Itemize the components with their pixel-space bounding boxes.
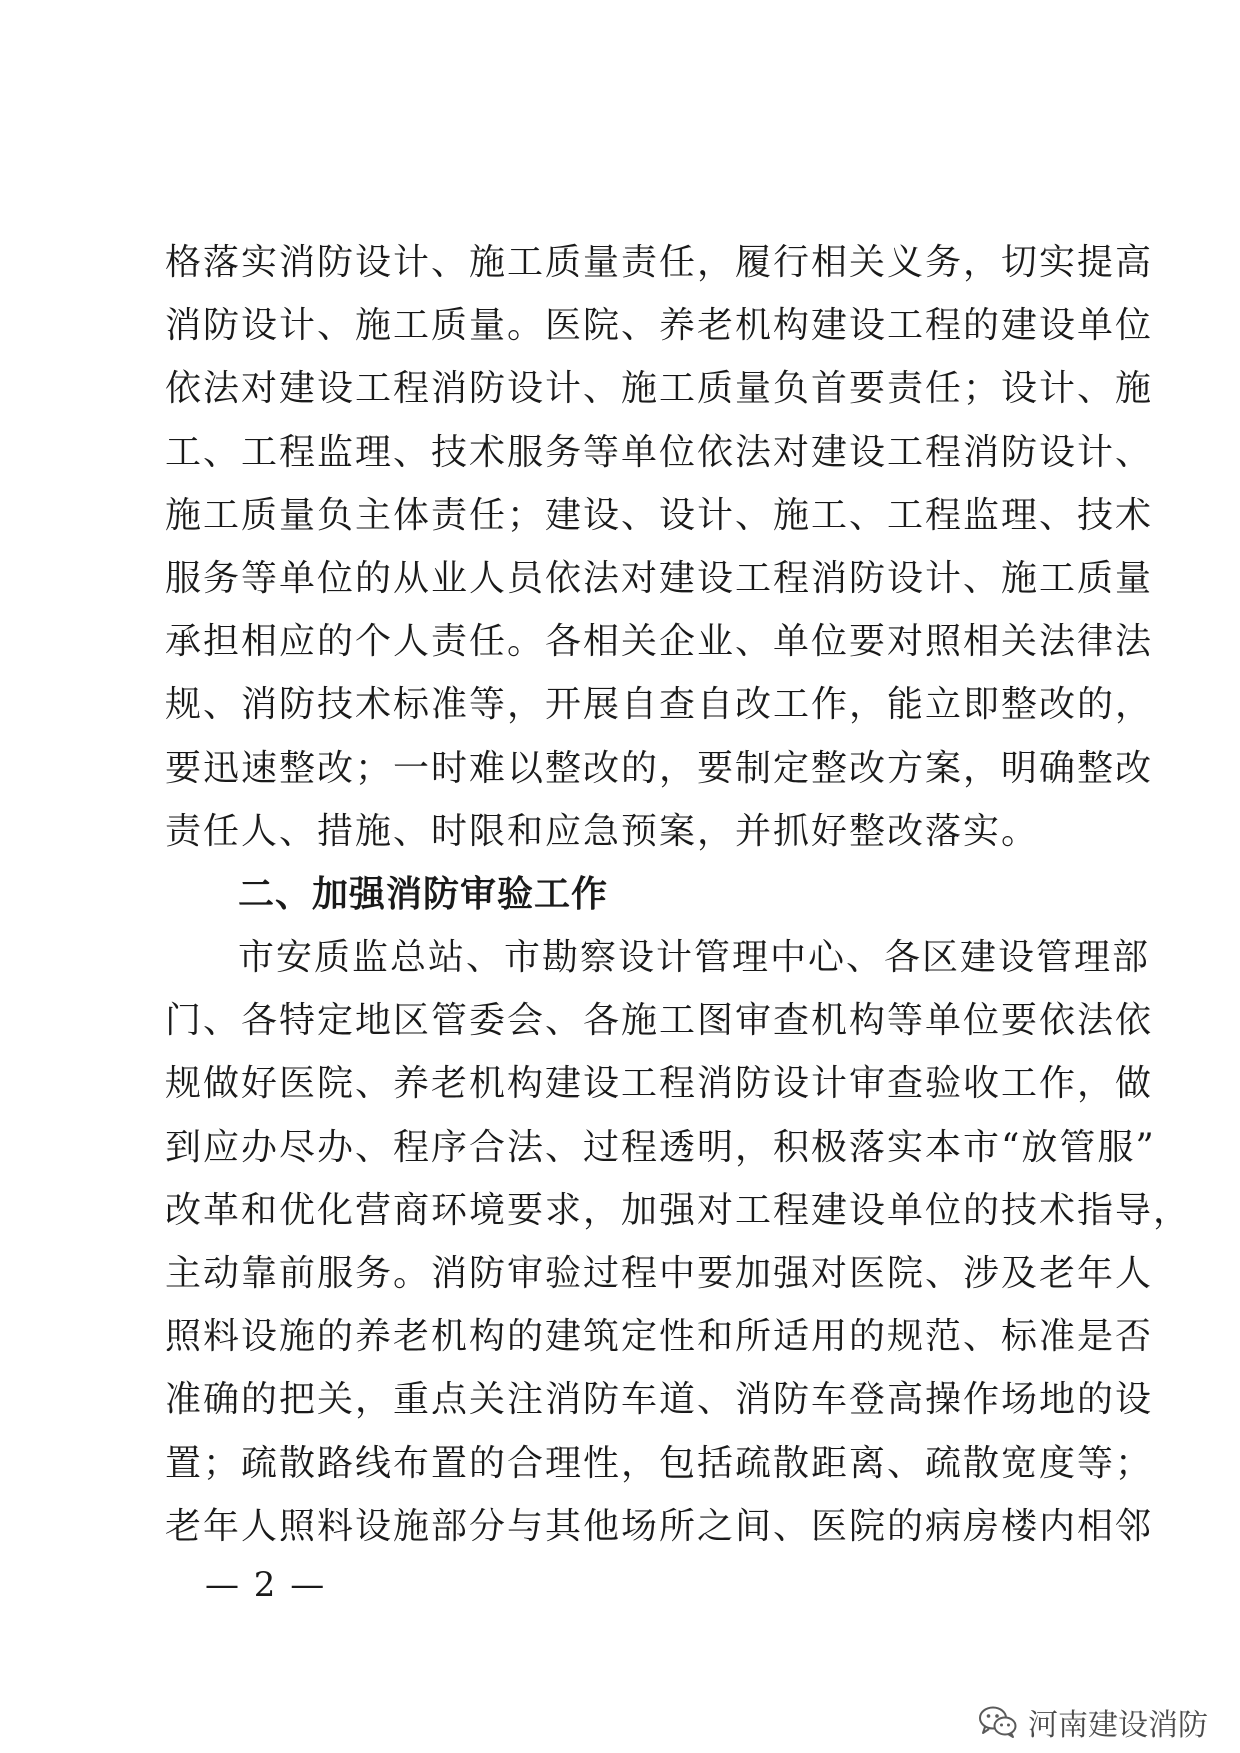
document-body xyxy=(165,231,1192,1558)
paragraph-line: 依法对建设工程消防设计、施工质量负首要责任；设计、施 xyxy=(165,368,1154,410)
paragraph-line: 照料设施的养老机构的建筑定性和所适用的规范、标准是否 xyxy=(165,1316,1154,1358)
wechat-icon xyxy=(978,1705,1018,1739)
watermark-text: 河南建设消防 xyxy=(1028,1708,1208,1743)
paragraph-line: 改革和优化营商环境要求，加强对工程建设单位的技术指导， xyxy=(165,1189,1192,1231)
paragraph-line: 市安质监总站、市勘察设计管理中心、各区建设管理部 xyxy=(238,937,1151,979)
paragraph-line: 主动靠前服务。消防审验过程中要加强对医院、涉及老年人 xyxy=(165,1253,1154,1294)
paragraph-line: 置；疏散路线布置的合理性，包括疏散距离、疏散宽度等； xyxy=(165,1442,1154,1484)
paragraph-line: 要迅速整改；一时难以整改的，要制定整改方案，明确整改 xyxy=(165,747,1154,789)
watermark xyxy=(978,1700,1208,1744)
paragraph-line: 到应办尽办、程序合法、过程透明，积极落实本市“放管服” xyxy=(165,1126,1156,1168)
page-number: — 2 — xyxy=(205,1565,327,1605)
paragraph-line: 老年人照料设施部分与其他场所之间、医院的病房楼内相邻 xyxy=(165,1505,1154,1547)
paragraph-line: 格落实消防设计、施工质量责任，履行相关义务，切实提高 xyxy=(165,242,1154,283)
paragraph-line: 规做好医院、养老机构建设工程消防设计审查验收工作，做 xyxy=(165,1063,1154,1105)
paragraph-line: 准确的把关，重点关注消防车道、消防车登高操作场地的设 xyxy=(165,1379,1154,1421)
section-heading: 二、加强消防审验工作 xyxy=(238,873,609,915)
paragraph-line: 工、工程监理、技术服务等单位依法对建设工程消防设计、 xyxy=(165,431,1154,473)
paragraph-line: 责任人、措施、时限和应急预案，并抓好整改落实。 xyxy=(165,810,1040,852)
paragraph-line: 服务等单位的从业人员依法对建设工程消防设计、施工质量 xyxy=(165,557,1154,599)
paragraph-line: 规、消防技术标准等，开展自查自改工作，能立即整改的， xyxy=(165,684,1154,726)
paragraph-line: 消防设计、施工质量。医院、养老机构建设工程的建设单位 xyxy=(165,305,1154,347)
paragraph-line: 施工质量负主体责任；建设、设计、施工、工程监理、技术 xyxy=(165,494,1154,536)
paragraph-line: 承担相应的个人责任。各相关企业、单位要对照相关法律法 xyxy=(165,621,1154,663)
paragraph-line: 门、各特定地区管委会、各施工图审查机构等单位要依法依 xyxy=(165,1000,1154,1042)
